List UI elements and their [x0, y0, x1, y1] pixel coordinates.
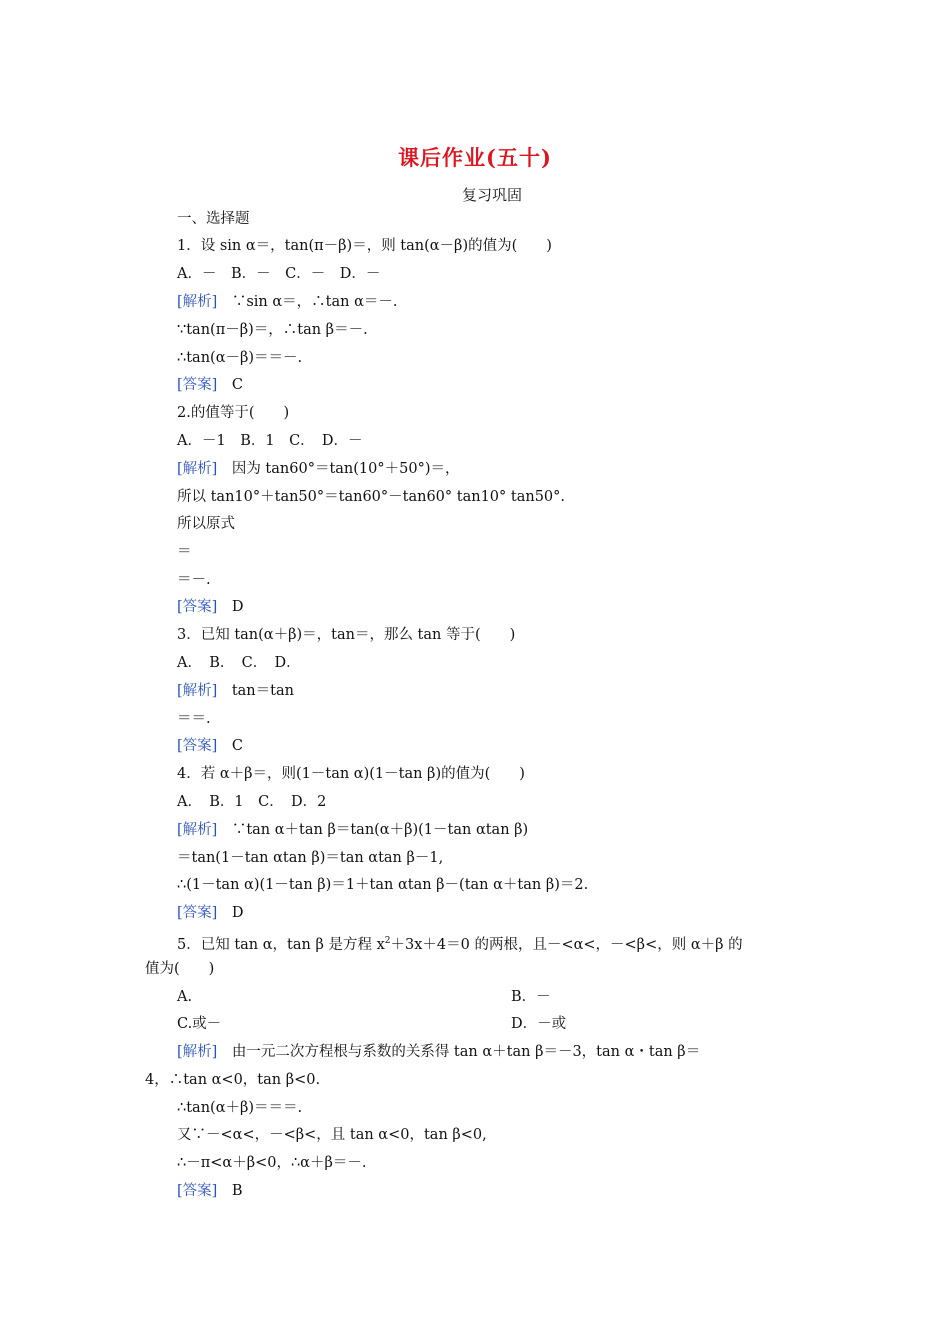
q3-options: A． B． C． D．: [177, 655, 301, 671]
q5-analysis-line-2: 4，∴tan α<0，tan β<0.: [145, 1072, 321, 1088]
analysis-tag: [解析]: [177, 1044, 218, 1060]
q5-option-a: A.: [177, 989, 193, 1005]
q2-answer: D: [231, 599, 244, 615]
q5-analysis-line-5: ∴－π<α＋β<0，∴α＋β＝－.: [177, 1155, 367, 1171]
analysis-tag: [解析]: [177, 461, 218, 477]
q5-option-c: C.或－: [177, 1016, 222, 1032]
q4-options: A． B．1 C． D．2: [177, 794, 327, 810]
q1-analysis-line-3: ∴tan(α－β)＝＝－.: [177, 350, 303, 366]
analysis-tag: [解析]: [177, 294, 218, 310]
q1-analysis-text-1: ∵sin α＝，∴tan α＝－.: [231, 294, 398, 310]
answer-tag: [答案]: [177, 905, 218, 921]
q5-analysis-line-3: ∴tan(α＋β)＝＝＝.: [177, 1100, 303, 1116]
q2-analysis-line-5: ＝－.: [177, 572, 211, 588]
q5-answer: B: [231, 1183, 243, 1199]
q4-analysis-line-1: [177, 821, 528, 839]
answer-tag: [答案]: [177, 738, 218, 754]
document-subtitle: 复习巩固: [461, 186, 522, 204]
answer-tag: [答案]: [177, 377, 218, 393]
q2-analysis-text-1: 因为 tan60°＝tan(10°＋50°)＝，: [231, 461, 460, 477]
analysis-tag: [解析]: [177, 822, 218, 838]
q1-answer-line: [177, 376, 243, 394]
section-heading: 一、选择题: [177, 211, 250, 227]
q5-answer-line: [177, 1182, 242, 1200]
q2-stem: 2.的值等于( ): [177, 405, 290, 421]
q5-analysis-line-1: [177, 1043, 700, 1061]
q3-analysis-line-2: ＝＝.: [177, 711, 211, 727]
q3-analysis-text-1: tan＝tan: [231, 683, 294, 699]
q5-exponent: 2: [384, 936, 391, 946]
q5-option-d: D．－或: [511, 1016, 567, 1032]
q2-analysis-line-1: [177, 460, 459, 478]
q4-analysis-line-3: ∴(1－tan α)(1－tan β)＝1＋tan αtan β－(tan α＋tan β)＝2.: [177, 877, 589, 893]
answer-tag: [答案]: [177, 1183, 218, 1199]
q1-answer: C: [231, 377, 243, 393]
q5-option-b: B．－: [511, 989, 551, 1005]
q2-analysis-line-4: ＝: [177, 544, 192, 560]
q5-stem-part-a: 5．已知 tan α，tan β 是方程 x: [177, 937, 385, 953]
q5-stem-part-b: ＋3x＋4＝0 的两根，且－<α<，－<β<，则 α＋β 的: [390, 937, 743, 953]
q3-stem: 3．已知 tan(α＋β)＝，tan＝，那么 tan 等于( ): [177, 627, 516, 643]
q3-answer-line: [177, 737, 243, 755]
q5-stem-line-2: 值为( ): [145, 961, 215, 977]
q4-analysis-line-2: ＝tan(1－tan αtan β)＝tan αtan β－1,: [177, 850, 444, 866]
q2-answer-line: [177, 598, 243, 616]
answer-tag: [答案]: [177, 599, 218, 615]
q2-options: A．－1 B．1 C． D．－: [177, 433, 363, 449]
q1-analysis-line-1: [177, 293, 397, 311]
q3-analysis-line-1: [177, 682, 294, 700]
q5-analysis-text-1: 由一元二次方程根与系数的关系得 tan α＋tan β＝－3，tan α・tan β＝: [231, 1044, 701, 1060]
q4-stem: 4．若 α＋β＝，则(1－tan α)(1－tan β)的值为( ): [177, 766, 525, 782]
q3-answer: C: [231, 738, 243, 754]
q2-analysis-line-3: 所以原式: [177, 516, 235, 532]
q1-options: A．－ B．－ C．－ D．－: [177, 266, 381, 282]
q5-analysis-line-4: 又∵－<α<，－<β<，且 tan α<0，tan β<0,: [177, 1127, 487, 1143]
q2-analysis-line-2: 所以 tan10°＋tan50°＝tan60°－tan60° tan10° tan50°.: [177, 489, 566, 505]
document-title: 课后作业(五十): [398, 145, 552, 170]
q4-analysis-text-1: ∵tan α＋tan β＝tan(α＋β)(1－tan αtan β): [231, 822, 529, 838]
q5-stem-line-1: [177, 932, 743, 954]
q4-answer: D: [231, 905, 244, 921]
analysis-tag: [解析]: [177, 683, 218, 699]
q4-answer-line: [177, 904, 243, 922]
q1-stem: 1．设 sin α＝，tan(π－β)＝，则 tan(α－β)的值为( ): [177, 238, 552, 254]
q1-analysis-line-2: ∵tan(π－β)＝，∴tan β＝－.: [177, 322, 368, 338]
